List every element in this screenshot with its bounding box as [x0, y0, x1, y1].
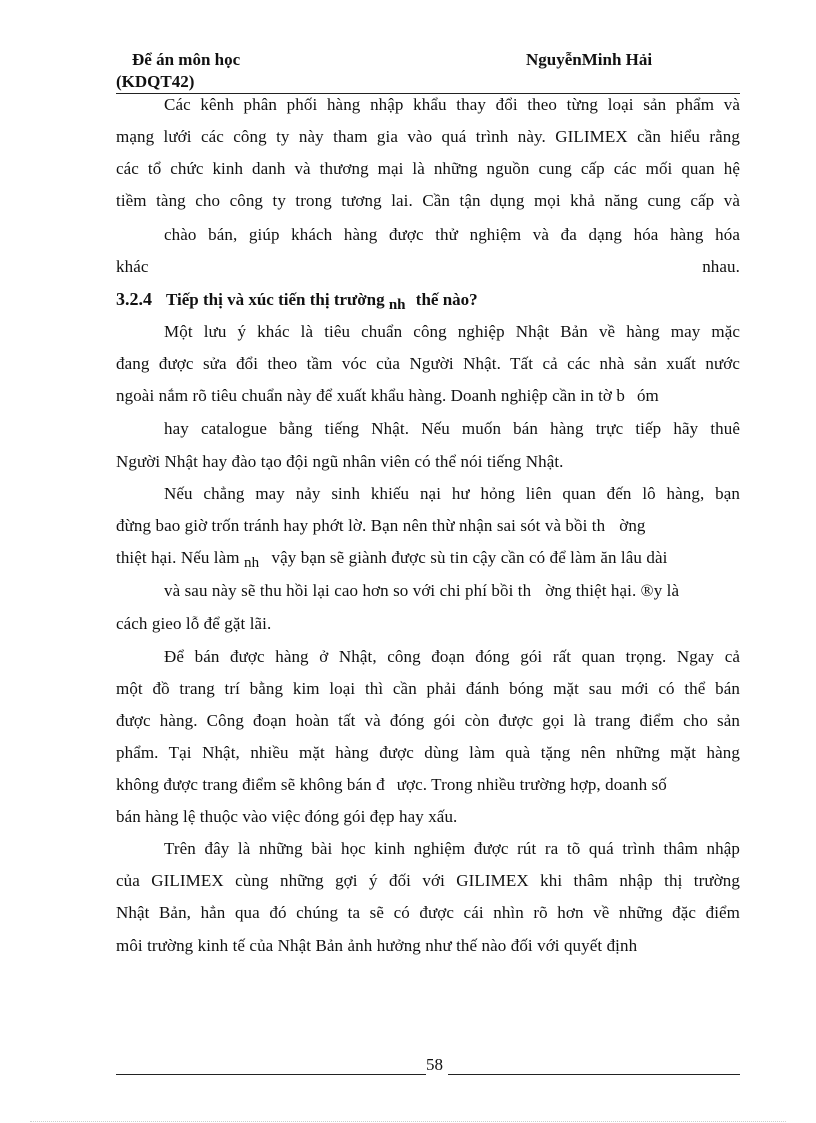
- header-rule: [116, 93, 740, 94]
- para4-line1: Để bán được hàng ở Nhật, công đoạn đóng gói rất quan trọng. Ngay cả: [164, 647, 740, 666]
- header-course-code: (KDQT42): [116, 72, 195, 91]
- para3-line2-tail: ờng: [619, 516, 646, 535]
- para3-line5: cách gieo lỗ để gặt lãi.: [116, 614, 272, 633]
- para2-line1: Một lưu ý khác là tiêu chuẩn công nghiệp Nhật Bản về hàng may mặc: [164, 322, 740, 341]
- section-title-part1: Tiếp thị và xúc tiến thị trường: [166, 290, 385, 309]
- para3-line3: [116, 548, 740, 571]
- para1-line4: tiềm tàng cho công ty trong tương lai. Cần tận dụng mọi khả năng cung cấp và: [116, 191, 740, 210]
- para3-line4: [164, 581, 740, 601]
- para1-line2: mạng lưới các công ty này tham gia vào quá trình này. GILIMEX cần hiểu rằng: [116, 127, 740, 146]
- para5-line4: môi trường kinh tế của Nhật Bản ảnh hưởng như thế nào đối với quyết định: [116, 936, 638, 955]
- header-title: Để án môn học: [132, 50, 241, 69]
- footer-rule-right: [448, 1074, 740, 1075]
- para3-line3-fragment: nh: [243, 555, 260, 571]
- para3-line4-text: và sau này sẽ thu hồi lại cao hơn so với chi phí bồi th: [164, 581, 532, 600]
- para3-line3-end: vậy bạn sẽ giành được sù tin cậy cần có để làm ăn lâu dài: [271, 548, 668, 567]
- para4-line3: được hàng. Công đoạn hoàn tất và đóng gói còn được gọi là trang điểm cho sản: [116, 711, 740, 730]
- para2-line2: đang được sửa đổi theo tầm vóc của Người Nhật. Tất cả các nhà sản xuất nước: [116, 354, 740, 373]
- para1-line1: Các kênh phân phối hàng nhập khẩu thay đổi theo từng loại sản phẩm và: [164, 95, 740, 114]
- para2-line3-text: ngoài nắm rõ tiêu chuẩn này để xuất khẩu hàng. Doanh nghiệp cần in tờ b: [116, 386, 625, 405]
- para4-line6: bán hàng lệ thuộc vào việc đóng gói đẹp hay xấu.: [116, 807, 458, 826]
- section-title-fragment: nh: [388, 297, 406, 313]
- section-heading: [116, 289, 478, 313]
- para4-line2: một đồ trang trí bằng kim loại thì cần phải đánh bóng mặt sau mới có thể bán: [116, 679, 740, 698]
- section-number: 3.2.4: [116, 289, 152, 309]
- page-bottom-dotted-edge: [30, 1121, 786, 1122]
- para3-line4-tail: ờng thiệt hại. ®y là: [545, 581, 680, 600]
- para1-line6-right: nhau.: [702, 257, 740, 276]
- para2-line3-tail: óm: [636, 386, 659, 405]
- para3-line1: Nếu chẳng may nảy sinh khiếu nại hư hỏng liên quan đến lô hàng, bạn: [164, 484, 740, 503]
- para3-line3-start: thiệt hại. Nếu làm: [116, 548, 240, 567]
- para1-line5: chào bán, giúp khách hàng được thử nghiệm và đa dạng hóa hàng hóa: [164, 225, 740, 244]
- para4-line5-text: không được trang điểm sẽ không bán đ: [116, 775, 385, 794]
- para5-line3: Nhật Bản, hẳn qua đó chúng ta sẽ có được cái nhìn rõ hơn về những đặc điểm: [116, 903, 740, 922]
- para2-line4: hay catalogue bằng tiếng Nhật. Nếu muốn bán hàng trực tiếp hãy thuê: [164, 419, 740, 438]
- footer-rule-left: [116, 1074, 426, 1075]
- header-author: NguyễnMinh Hải: [526, 50, 653, 69]
- para1-line3: các tổ chức kinh danh và thương mại là những nguồn cung cấp các mối quan hệ: [116, 159, 740, 178]
- para2-line3: [116, 386, 740, 406]
- para4-line5: [116, 775, 740, 795]
- section-title-part2: thế nào?: [415, 290, 478, 309]
- para1-line6: [116, 257, 740, 277]
- para5-line1: Trên đây là những bài học kinh nghiệm được rút ra tõ quá trình thâm nhập: [164, 839, 740, 858]
- para4-line4: phẩm. Tại Nhật, nhiều mặt hàng được dùng làm quà tặng nên những mặt hàng: [116, 743, 740, 762]
- page-number: 58: [426, 1055, 443, 1074]
- para2-line5: Người Nhật hay đào tạo đội ngũ nhân viên có thể nói tiếng Nhật.: [116, 452, 564, 471]
- para5-line2: của GILIMEX cùng những gợi ý đối với GILIMEX khi thâm nhập thị trường: [116, 871, 740, 890]
- para3-line2-text: đừng bao giờ trốn tránh hay phớt lờ. Bạn nên thừ nhận sai sót và bồi th: [116, 516, 606, 535]
- para1-line6-left: khác: [116, 257, 149, 276]
- para3-line2: [116, 516, 740, 536]
- para4-line5-tail: ược. Trong nhiều trường hợp, doanh số: [396, 775, 667, 794]
